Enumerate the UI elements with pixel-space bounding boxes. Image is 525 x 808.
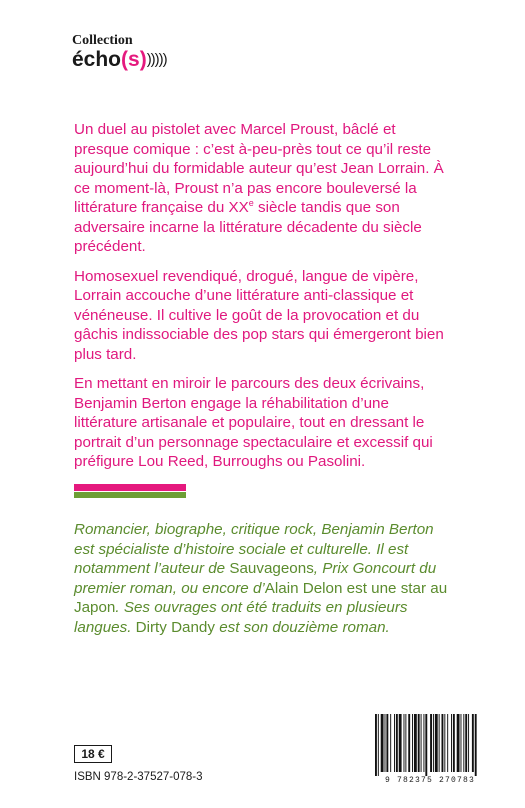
barcode-bar (394, 714, 395, 772)
barcode-bar (378, 714, 379, 776)
barcode-bar (453, 714, 455, 772)
barcode-bar (385, 714, 386, 772)
logo-collection-label: Collection (72, 33, 133, 48)
barcode-bar (444, 714, 445, 772)
barcode-bar (396, 714, 398, 772)
blurb-paragraph-1: Un duel au pistolet avec Marcel Proust, bâclé et presque comique : c’est à-peu-près tout ce qu’il reste aujourd’hui du formidable auteur qu’est Jean Lorrain. À ce moment-là, Proust n’a pas encore bouleversé la littérature française du XXe siècle tandis que son adversaire incarne la littérature décadente du siècle précédent. (74, 121, 444, 255)
green-divider-bar (74, 492, 186, 498)
barcode-bar (425, 714, 427, 776)
barcode-digits: 9 782375 270783 (384, 776, 475, 785)
barcode-bar (457, 714, 460, 772)
title-dirty-dandy: Dirty Dandy (135, 618, 215, 636)
barcode-bar (475, 714, 477, 776)
barcode-bar (381, 714, 384, 772)
logo-echo-text: écho (72, 48, 122, 71)
author-bio: Romancier, biographe, critique rock, Benjamin Berton est spécialiste d’histoire sociale et culturelle. Il est notamment l’auteur de Sauvageons, Prix Goncourt du premier roman, ou encore d’Alain Delon est une star au Japon. Ses ouvrages ont été traduits en plusieurs langues. Dirty Dandy est son douzième roman. (74, 521, 448, 636)
barcode-bar (418, 714, 420, 772)
barcode-bar (442, 714, 444, 772)
barcode-bar (468, 714, 469, 772)
barcode-bar (423, 714, 424, 772)
barcode-bar (399, 714, 402, 772)
logo-s-accent: (s) (121, 48, 147, 71)
barcode-bar (405, 714, 406, 772)
barcode-bar (408, 714, 410, 772)
barcode-bar (421, 714, 422, 772)
barcode-bar (430, 714, 432, 772)
blurb-paragraph-2: Homosexuel revendiqué, drogué, langue de vipère, Lorrain accouche d’une littérature anti-classique et vénéneuse. Il cultive le goût de la provocation et du gâchis indissociable des pop stars qui émergeront bien plus tard. (74, 267, 444, 363)
title-sauvageons: Sauvageons (229, 560, 314, 577)
blurb-paragraph-3: En mettant en miroir le parcours des deux écrivains, Benjamin Berton engage la réhabilitation d’une littérature artisanale et populaire, tout en dressant le portrait d’un personnage spectaculaire et excessif qui préfigure Lou Reed, Burroughs ou Pasolini. (74, 375, 433, 470)
isbn-text: ISBN 978-2-37527-078-3 (74, 771, 203, 783)
barcode-bar (390, 714, 391, 772)
barcode-bar (433, 714, 434, 772)
barcode-bar (435, 714, 438, 772)
logo-echos (72, 49, 167, 73)
barcode-bar (447, 714, 448, 772)
barcode-bar (461, 714, 462, 772)
barcode-bar (472, 714, 474, 772)
barcode-bar (463, 714, 464, 772)
barcode-bars (367, 712, 490, 776)
barcode-bar (465, 714, 467, 772)
barcode-bar (386, 714, 388, 772)
logo-waves: ))))) (146, 51, 167, 68)
price-box: 18 € (74, 745, 112, 763)
barcode-bar (375, 714, 377, 776)
pink-divider-bar (74, 484, 186, 491)
barcode-bar (404, 714, 405, 772)
barcode-bar (451, 714, 452, 772)
barcode-bar (412, 714, 413, 772)
back-cover-blurb (74, 120, 454, 482)
barcode-bar (439, 714, 440, 772)
title-alain-delon: Alain Delon est une star au Japon (74, 579, 448, 616)
barcode-bar (414, 714, 417, 772)
collection-logo (72, 34, 167, 73)
century-superscript: e (248, 197, 254, 208)
